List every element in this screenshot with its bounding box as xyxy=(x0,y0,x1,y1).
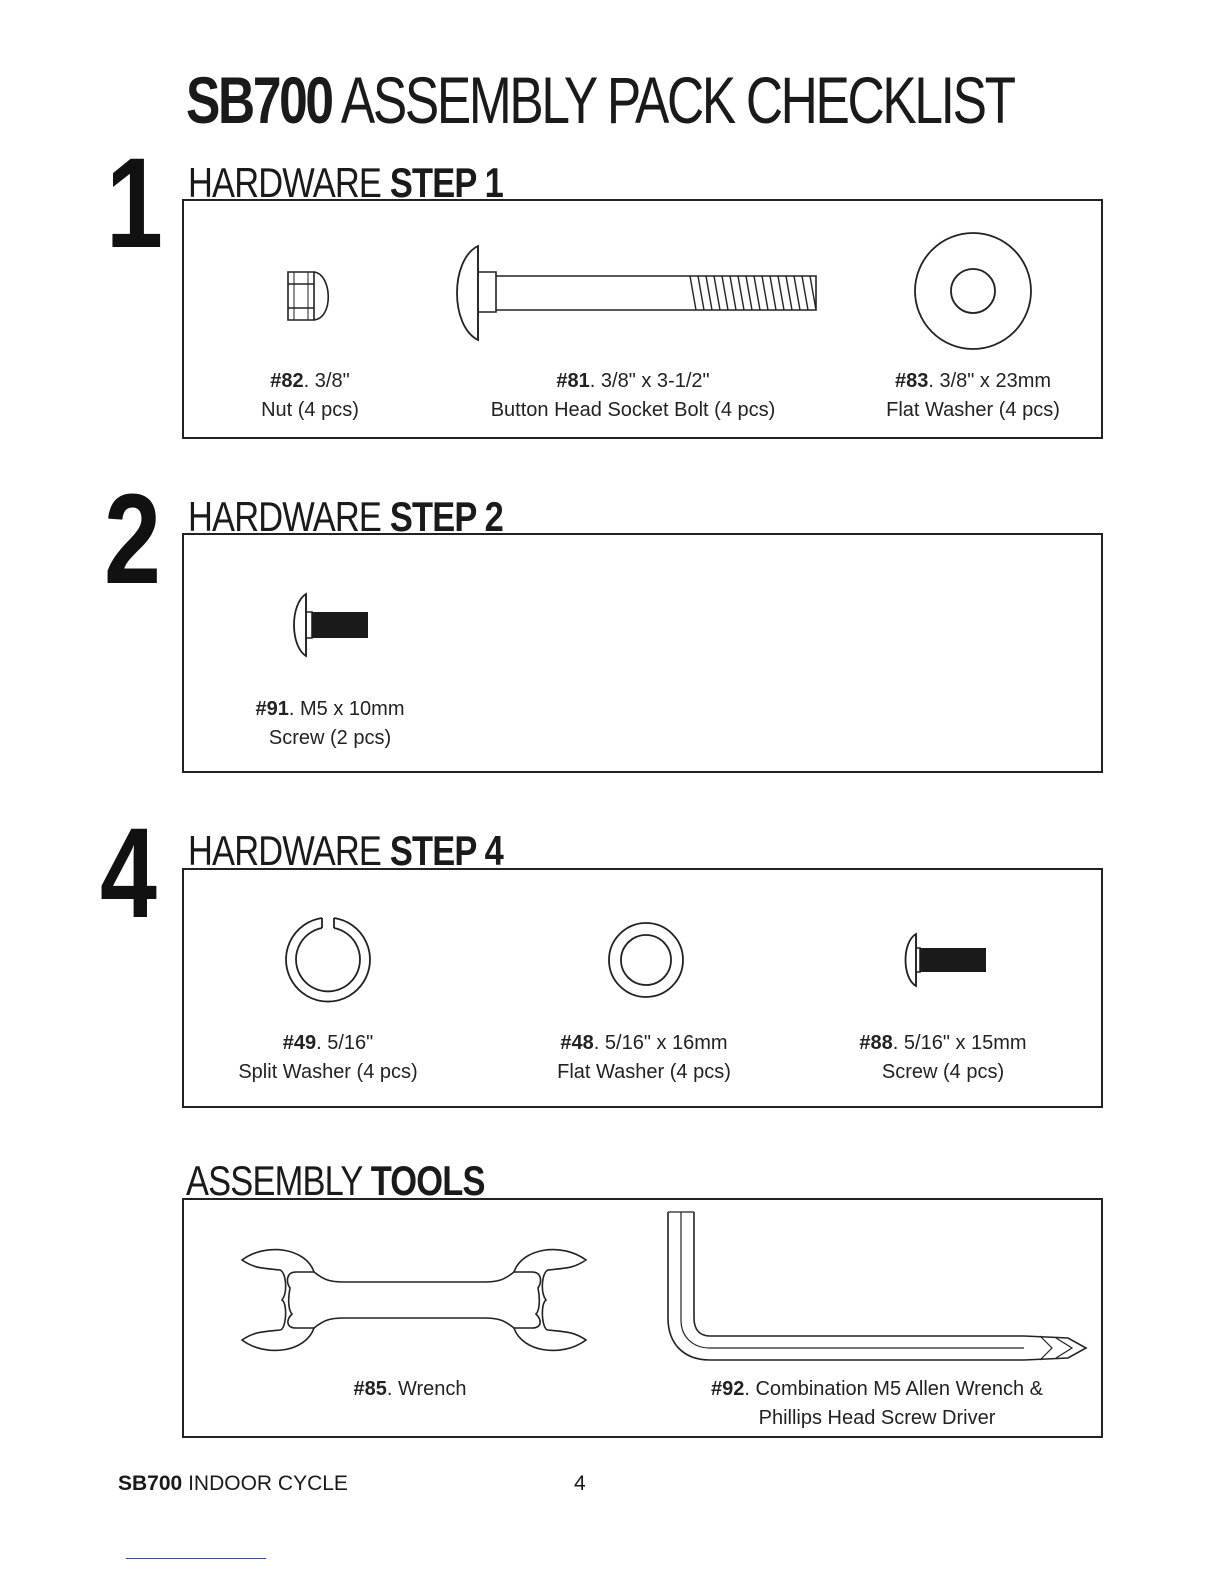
item-label-83: #83. 3/8" x 23mm Flat Washer (4 pcs) xyxy=(886,370,1060,421)
tool-label-85: #85. Wrench xyxy=(353,1378,467,1400)
item-label-91: #91. M5 x 10mm Screw (2 pcs) xyxy=(255,698,405,749)
item-label-48: #48. 5/16" x 16mm Flat Washer (4 pcs) xyxy=(557,1032,731,1083)
footer-model: SB700 xyxy=(118,1472,183,1495)
section-heading-tools: ASSEMBLY TOOLS xyxy=(186,1157,485,1204)
step-number-1: 1 xyxy=(106,132,163,275)
item-label-88: #88. 5/16" x 15mm Screw (4 pcs) xyxy=(859,1032,1027,1083)
wrench-icon xyxy=(236,1242,592,1358)
page-title xyxy=(186,62,1014,138)
section-heading-step-1: HARDWARE STEP 1 xyxy=(188,159,503,206)
item-label-49: #49. 5/16" Split Washer (4 pcs) xyxy=(238,1032,418,1083)
footer-product: INDOOR CYCLE xyxy=(188,1472,348,1495)
item-label-81: #81. 3/8" x 3-1/2" Button Head Socket Bolt (4 pcs) xyxy=(490,370,776,421)
acorn-nut-icon xyxy=(284,254,338,326)
flat-washer-icon xyxy=(912,230,1034,352)
title-text: ASSEMBLY PACK CHECKLIST xyxy=(340,63,1014,137)
allen-wrench-icon xyxy=(664,1208,1090,1368)
step-number-2: 2 xyxy=(104,468,161,611)
item-label-82: #82. 3/8" Nut (4 pcs) xyxy=(261,370,359,421)
section-heading-step-2: HARDWARE STEP 2 xyxy=(188,493,503,540)
screw-icon xyxy=(288,590,372,660)
link-underline xyxy=(126,1558,266,1559)
title-model: SB700 xyxy=(186,63,332,137)
flat-washer-icon xyxy=(606,920,686,1000)
page-number: 4 xyxy=(574,1472,586,1495)
tool-label-92: #92. Combination M5 Allen Wrench & Phillips Head Screw Driver xyxy=(710,1378,1044,1429)
carriage-bolt-icon xyxy=(450,240,820,346)
step-number-4: 4 xyxy=(100,802,157,945)
section-heading-step-4: HARDWARE STEP 4 xyxy=(188,827,503,874)
split-washer-icon xyxy=(282,914,374,1006)
screw-icon xyxy=(900,930,990,990)
page-footer xyxy=(118,1470,348,1498)
